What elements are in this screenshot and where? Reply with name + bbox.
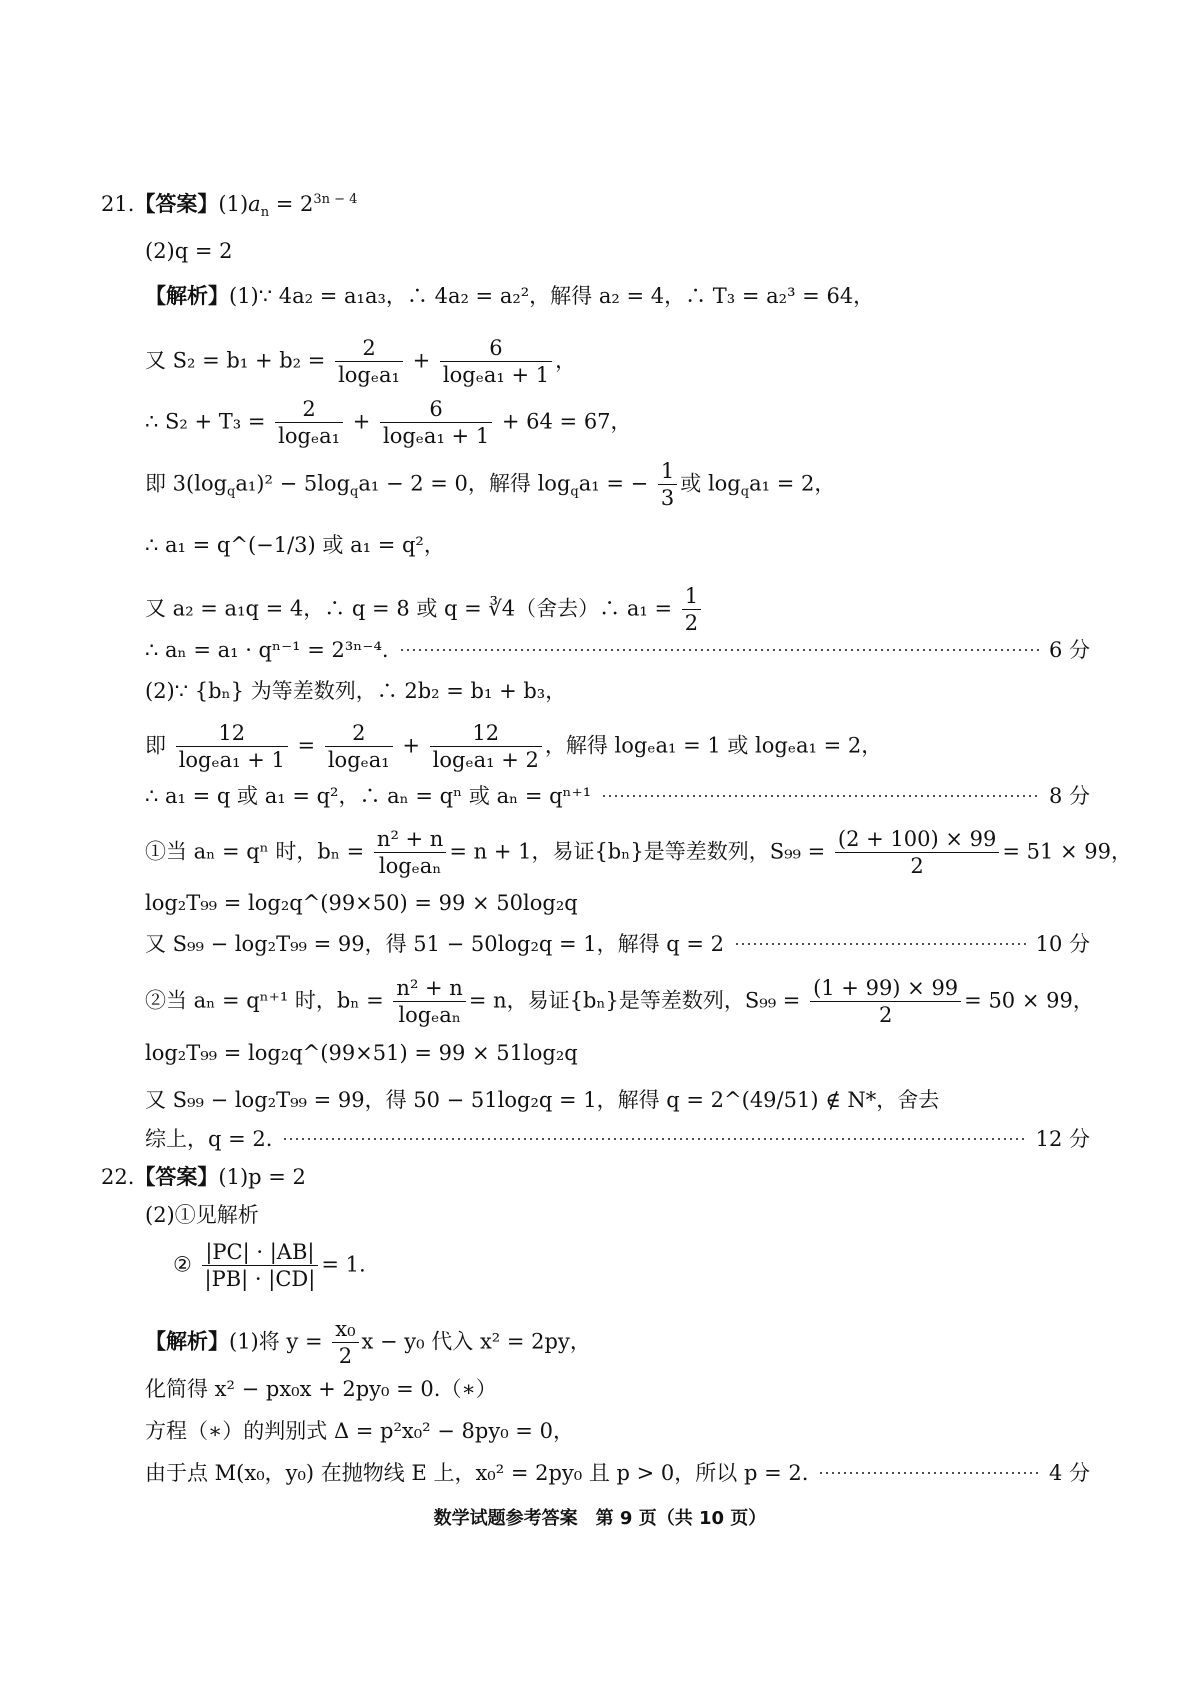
leader-dots <box>601 795 1039 797</box>
fraction: $\frac{|PC| \cdot |AB|}{|PB| \cdot |CD|}$ <box>202 1239 319 1293</box>
q21-conclusion: 综上，q = 2. 12 分 <box>145 1127 1090 1151</box>
q21-analysis-1: 【解析】(1)∵ 4a₂ = a₁a₃，∴ 4a₂ = a₂²，解得 a₂ = 4，∴ T₃ = a₂³ = 64， <box>145 283 875 308</box>
q22-discriminant: 方程（∗）的判别式 Δ = p²x₀² − 8py₀ = 0， <box>145 1419 574 1443</box>
q21-s2-line: 又 S₂ = b₁ + b₂ = $\frac{2}{\text{logₑa₁}}$ + $\frac{6}{\text{logₑa₁ + 1}}$ ， <box>145 336 577 388</box>
score: 10 分 <box>1035 932 1090 956</box>
score: 8 分 <box>1048 784 1090 808</box>
q22-analysis-1: 【解析】(1)将 y = $\frac{\text{x₀}}{2}$ x − y₀ 代入 x² = 2py， <box>145 1317 591 1369</box>
fraction: $\frac{(2 + 100) \times 99}{2}$ <box>835 826 999 880</box>
q21-quadratic-line: 即 $3(\log_qa_1)^2 - 5\log_qa_1 - 2 = 0$，解得 $\log_qa_1$ = − $\frac{1}{3}$ 或 $\log_qa_1 = 2$， <box>145 459 836 511</box>
q21-case1-log: log₂T₉₉ = log₂q^(99×50) = 99 × 50log₂q <box>145 891 578 915</box>
score: 12 分 <box>1035 1127 1090 1151</box>
fraction: $\frac{12}{\text{logₑa₁ + 1}}$ <box>176 720 288 774</box>
fraction: $\frac{6}{\text{logₑa₁ + 1}}$ <box>440 335 552 389</box>
q22-answer-2b: ② $\frac{|PC| \cdot |AB|}{|PB| \cdot |CD|}$ = 1. <box>173 1240 366 1292</box>
score: 6 分 <box>1048 638 1090 662</box>
q21-answer-2: (2)q = 2 <box>145 239 233 263</box>
q21-sum-line: ∴ S₂ + T₃ = $\frac{2}{\text{logₑa₁}}$ + $\frac{6}{\text{logₑa₁ + 1}}$ + 64 = 67， <box>145 397 632 449</box>
fraction: $\frac{\text{x₀}}{2}$ <box>332 1316 358 1370</box>
q21-part2-line: (2)∵ {bₙ} 为等差数列，∴ 2b₂ = b₁ + b₃， <box>145 679 567 703</box>
score: 4 分 <box>1048 1461 1090 1485</box>
q22-answer-line: 22.【答案】(1)p = 2 <box>101 1164 306 1189</box>
fraction: $\frac{1}{3}$ <box>658 458 677 512</box>
fraction: $\frac{\text{n² + n}}{\text{logₑaₙ}}$ <box>393 975 465 1029</box>
fraction: $\frac{2}{\text{logₑa₁}}$ <box>325 720 393 774</box>
leader-dots <box>734 943 1026 945</box>
leader-dots <box>399 649 1039 651</box>
q22-simplify: 化简得 x² − px₀x + 2py₀ = 0.（∗） <box>145 1377 497 1401</box>
q21-case2-log: log₂T₉₉ = log₂q^(99×51) = 99 × 51log₂q <box>145 1041 578 1065</box>
q22-answer-2a: (2)①见解析 <box>145 1203 259 1227</box>
q22-point: 由于点 M(x₀，y₀) 在抛物线 E 上，x₀² = 2py₀ 且 p > 0，所以 p = 2. 4 分 <box>145 1461 1090 1485</box>
q21-a2-line: 又 a₂ = a₁q = 4，∴ q = 8 或 q = ∛4（舍去）∴ a₁ = $\frac{1}{2}$ <box>145 583 704 637</box>
page-footer: 数学试题参考答案 第 9 页（共 10 页） <box>433 1508 767 1529</box>
q21-case2-result: 又 S₉₉ − log₂T₉₉ = 99，得 50 − 51log₂q = 1，解得 q = 2^(49/51) ∉ N*，舍去 <box>145 1088 940 1112</box>
leader-dots <box>818 1472 1039 1474</box>
q21-case2: ②当 aₙ = qⁿ⁺¹ 时，bₙ = $\frac{\text{n² + n}}{\text{logₑaₙ}}$ = n，易证{bₙ}是等差数列，S₉₉ = $\frac{(1 + 99) \times 99}{2}$ = 50 × 99， <box>145 976 1094 1028</box>
q21-case1-result: 又 S₉₉ − log₂T₉₉ = 99，得 51 − 50log₂q = 1，解得 q = 2 10 分 <box>145 932 1090 956</box>
q21-an-line: ∴ aₙ = a₁ · qⁿ⁻¹ = 2³ⁿ⁻⁴. 6 分 <box>145 638 1090 662</box>
q21-case1: ①当 aₙ = qⁿ 时，bₙ = $\frac{\text{n² + n}}{\text{logₑaₙ}}$ = n + 1，易证{bₙ}是等差数列，S₉₉ = $\frac{(2 + 100) \times 99}{2}$ = 51 × 99， <box>145 827 1133 879</box>
q21-part2-eq: 即 $\frac{12}{\text{logₑa₁ + 1}}$ = $\frac{2}{\text{logₑa₁}}$ + $\frac{12}{\text{logₑa₁ + 2}}$ ，解得 logₑa₁ = 1 或 logₑa₁ = 2， <box>145 721 883 773</box>
q21-part2-a1: ∴ a₁ = q 或 a₁ = q²，∴ aₙ = qⁿ 或 aₙ = qⁿ⁺¹ 8 分 <box>145 784 1090 808</box>
q21-answer-line: 21.【答案】$(1)a_n = 2^{3n - 4}$ <box>101 191 358 221</box>
fraction: $\frac{2}{\text{logₑa₁}}$ <box>275 396 343 450</box>
q21-a1-line: ∴ a₁ = q^(−1/3) 或 a₁ = q²， <box>145 533 445 557</box>
fraction: $\frac{2}{\text{logₑa₁}}$ <box>335 335 403 389</box>
fraction: $\frac{(1 + 99) \times 99}{2}$ <box>810 975 961 1029</box>
fraction: $\frac{6}{\text{logₑa₁ + 1}}$ <box>380 396 492 450</box>
leader-dots <box>282 1138 1025 1140</box>
fraction: $\frac{12}{\text{logₑa₁ + 2}}$ <box>430 720 542 774</box>
fraction: $\frac{1}{2}$ <box>682 583 701 637</box>
fraction: $\frac{\text{n² + n}}{\text{logₑaₙ}}$ <box>374 826 446 880</box>
